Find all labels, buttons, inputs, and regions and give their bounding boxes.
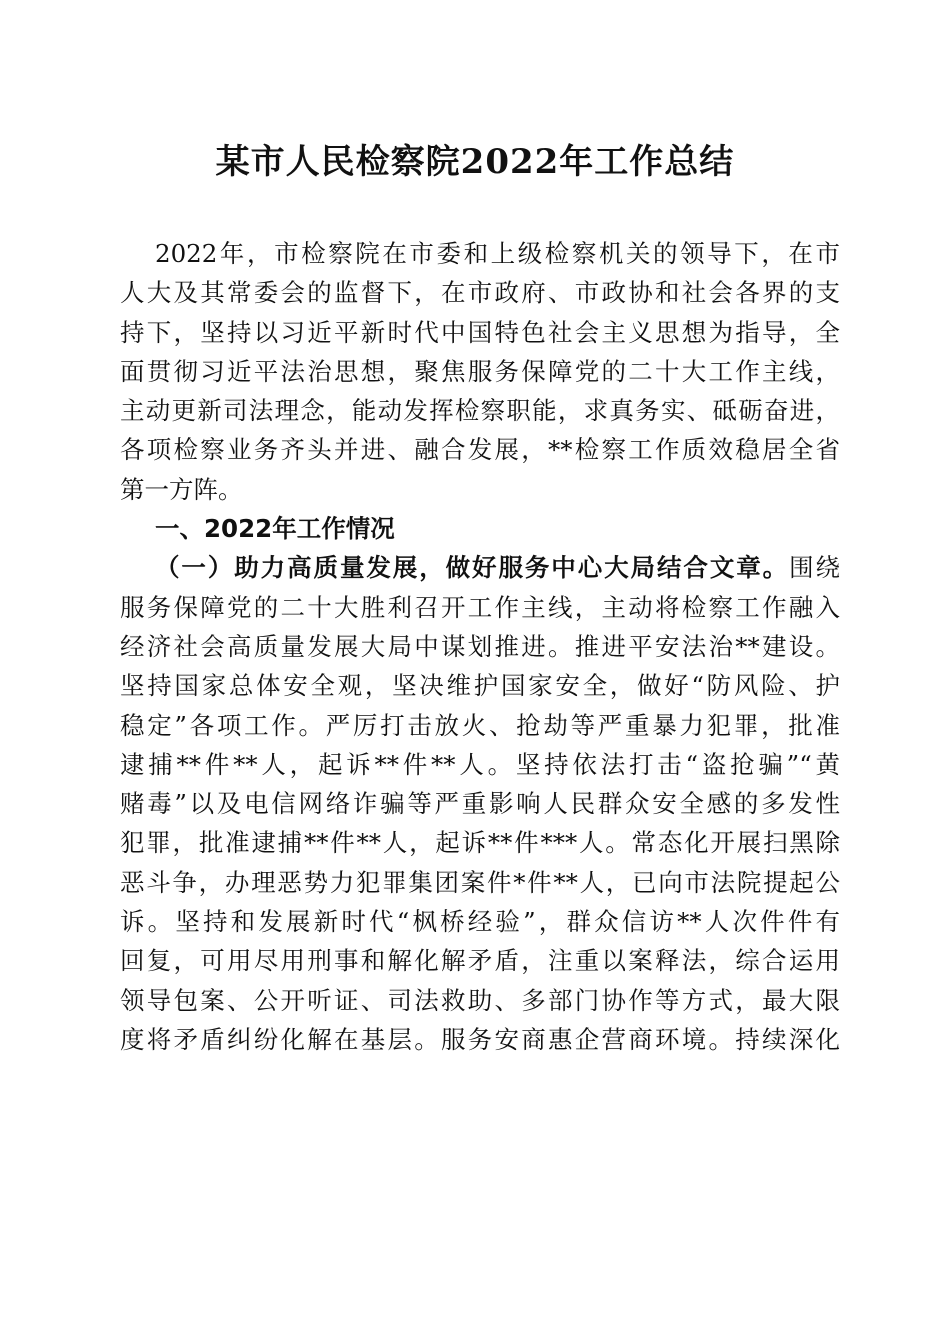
document-title: 某市人民检察院2022年工作总结 bbox=[215, 142, 735, 182]
intro-line: 持下，坚持以习近平新时代中国特色社会主义思想为指导，全 bbox=[120, 317, 840, 347]
body-line: 坚持国家总体安全观，坚决维护国家安全，做好“防风险、护 bbox=[120, 671, 840, 701]
subsection-heading: （一）助力高质量发展，做好服务中心大局结合文章。 bbox=[155, 553, 790, 583]
intro-line: 2022年，市检察院在市委和上级检察机关的领导下，在市 bbox=[155, 239, 840, 268]
body-line: 诉。坚持和发展新时代“枫桥经验”，群众信访**人次件件有 bbox=[120, 907, 840, 937]
intro-line: 人大及其常委会的监督下，在市政府、市政协和社会各界的支 bbox=[120, 278, 840, 308]
body-line: 犯罪，批准逮捕**件**人，起诉**件***人。常态化开展扫黑除 bbox=[120, 828, 840, 858]
document-body bbox=[120, 234, 840, 1059]
body-line: 恶斗争，办理恶势力犯罪集团案件*件**人，已向市法院提起公 bbox=[120, 867, 840, 897]
intro-line: 主动更新司法理念，能动发挥检察职能，求真务实、砥砺奋进， bbox=[120, 396, 840, 426]
intro-line: 各项检察业务齐头并进、融合发展，**检察工作质效稳居全省 bbox=[120, 435, 840, 465]
body-line: 赌毒”以及电信网络诈骗等严重影响人民群众安全感的多发性 bbox=[120, 789, 840, 819]
subsection-first-line bbox=[120, 548, 840, 587]
body-line: 稳定”各项工作。严厉打击放火、抢劫等严重暴力犯罪，批准 bbox=[120, 710, 840, 740]
body-line: 逮捕**件**人，起诉**件**人。坚持依法打击“盗抢骗”“黄 bbox=[120, 749, 840, 779]
section-heading: 一、2022年工作情况 bbox=[155, 514, 395, 544]
body-line: 领导包案、公开听证、司法救助、多部门协作等方式，最大限 bbox=[120, 985, 840, 1015]
body-line: 服务保障党的二十大胜利召开工作主线，主动将检察工作融入 bbox=[120, 592, 840, 622]
body-line: 经济社会高质量发展大局中谋划推进。推进平安法治**建设。 bbox=[120, 631, 840, 661]
subsection-first-rest: 围绕 bbox=[789, 553, 840, 583]
body-line: 度将矛盾纠纷化解在基层。服务安商惠企营商环境。持续深化 bbox=[120, 1024, 840, 1054]
intro-line: 面贯彻习近平法治思想，聚焦服务保障党的二十大工作主线， bbox=[120, 356, 840, 386]
intro-line: 第一方阵。 bbox=[120, 474, 243, 504]
body-line: 回复，可用尽用刑事和解化解矛盾，注重以案释法，综合运用 bbox=[120, 946, 840, 976]
